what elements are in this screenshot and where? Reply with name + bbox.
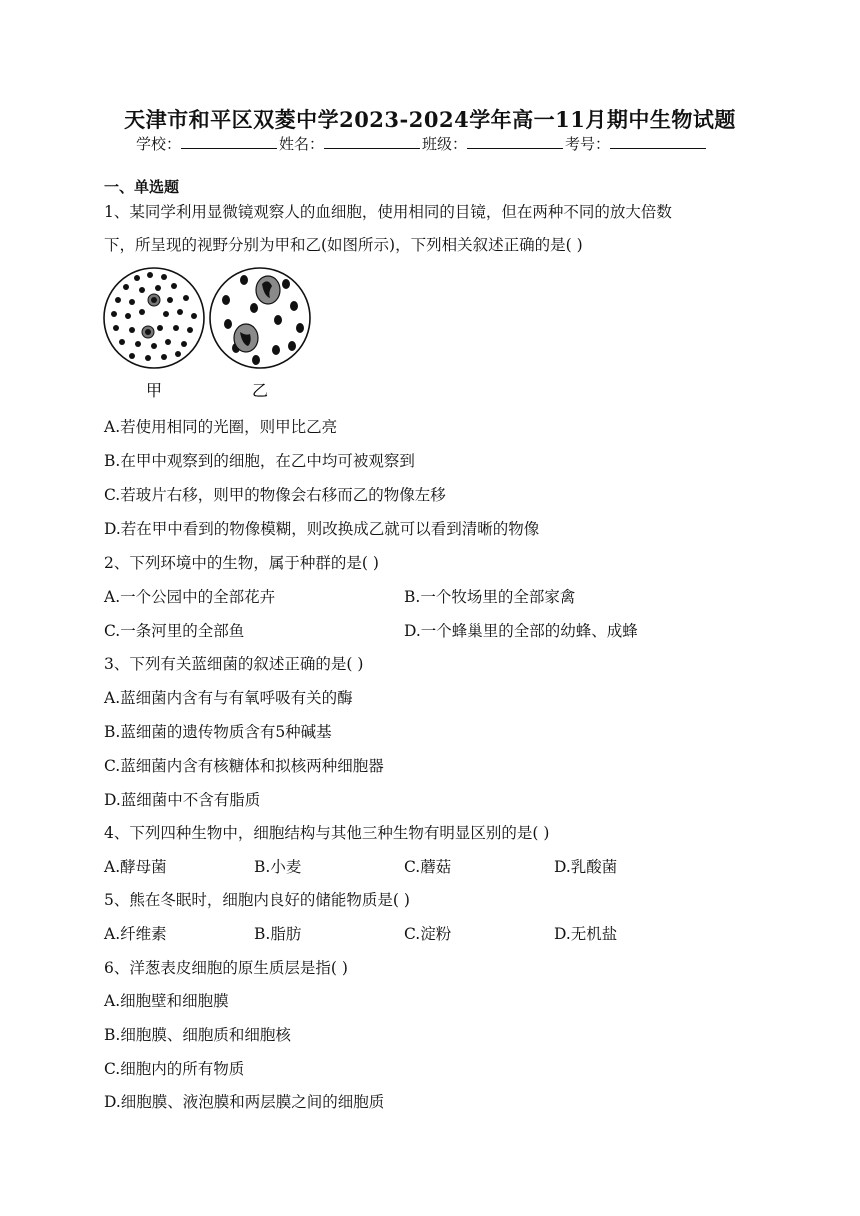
q4-option-a: A.酵母菌	[104, 858, 167, 876]
name-blank	[324, 134, 420, 149]
q1-option-b: B.在甲中观察到的细胞，在乙中均可被观察到	[104, 452, 415, 470]
class-blank	[467, 134, 563, 149]
q3-stem: 3、下列有关蓝细菌的叙述正确的是( )	[104, 655, 364, 673]
q3-option-c: C.蓝细菌内含有核糖体和拟核两种细胞器	[104, 757, 384, 775]
q5-option-d: D.无机盐	[554, 925, 618, 943]
q5-option-c: C.淀粉	[404, 925, 452, 943]
q4-stem: 4、下列四种生物中，细胞结构与其他三种生物有明显区别的是( )	[104, 824, 550, 842]
q2-option-d: D.一个蜂巢里的全部的幼蜂、成蜂	[404, 622, 638, 640]
q6-option-d: D.细胞膜、液泡膜和两层膜之间的细胞质	[104, 1093, 385, 1111]
q5-option-a: A.纤维素	[104, 925, 167, 943]
q2-stem: 2、下列环境中的生物，属于种群的是( )	[104, 554, 379, 572]
q3-option-d: D.蓝细菌中不含有脂质	[104, 791, 261, 809]
q1-option-a: A.若使用相同的光圈，则甲比乙亮	[104, 418, 338, 436]
class-label: 班级：	[422, 135, 468, 153]
exam-number-blank	[610, 134, 706, 149]
exam-number-label: 考号：	[565, 135, 611, 153]
q1-stem-line2: 下，所呈现的视野分别为甲和乙(如图所示)，下列相关叙述正确的是( )	[104, 236, 583, 254]
figure-label-yi: 乙	[251, 381, 269, 400]
section-title: 一、单选题	[104, 178, 180, 196]
q3-option-b: B.蓝细菌的遗传物质含有5种碱基	[104, 723, 332, 741]
q2-option-c: C.一条河里的全部鱼	[104, 622, 245, 640]
school-blank	[181, 134, 277, 149]
microscope-fields-figure	[102, 262, 314, 404]
school-label: 学校：	[136, 135, 182, 153]
q1-option-d: D.若在甲中看到的物像模糊，则改换成乙就可以看到清晰的物像	[104, 520, 540, 538]
q3-option-a: A.蓝细菌内含有与有氧呼吸有关的酶	[104, 689, 353, 707]
q4-option-b: B.小麦	[254, 858, 302, 876]
q1-stem-line1: 1、某同学利用显微镜观察人的血细胞，使用相同的目镜，但在两种不同的放大倍数	[104, 203, 672, 221]
q6-option-a: A.细胞壁和细胞膜	[104, 992, 229, 1010]
q2-option-b: B.一个牧场里的全部家禽	[404, 588, 576, 606]
student-info-line	[136, 133, 708, 154]
q5-option-b: B.脂肪	[254, 925, 302, 943]
q6-stem: 6、洋葱表皮细胞的原生质层是指( )	[104, 959, 348, 977]
q5-stem: 5、熊在冬眠时，细胞内良好的储能物质是( )	[104, 891, 410, 909]
field-jia	[104, 268, 204, 368]
q2-option-a: A.一个公园中的全部花卉	[104, 588, 276, 606]
q6-option-b: B.细胞膜、细胞质和细胞核	[104, 1026, 291, 1044]
q4-option-c: C.蘑菇	[404, 858, 452, 876]
field-yi	[210, 268, 310, 368]
q4-option-d: D.乳酸菌	[554, 858, 618, 876]
name-label: 姓名：	[279, 135, 325, 153]
figure-label-jia: 甲	[145, 381, 163, 400]
q6-option-c: C.细胞内的所有物质	[104, 1060, 245, 1078]
exam-title: 天津市和平区双菱中学2023-2024学年高一11月期中生物试题	[124, 107, 736, 132]
q1-option-c: C.若玻片右移，则甲的物像会右移而乙的物像左移	[104, 486, 446, 504]
